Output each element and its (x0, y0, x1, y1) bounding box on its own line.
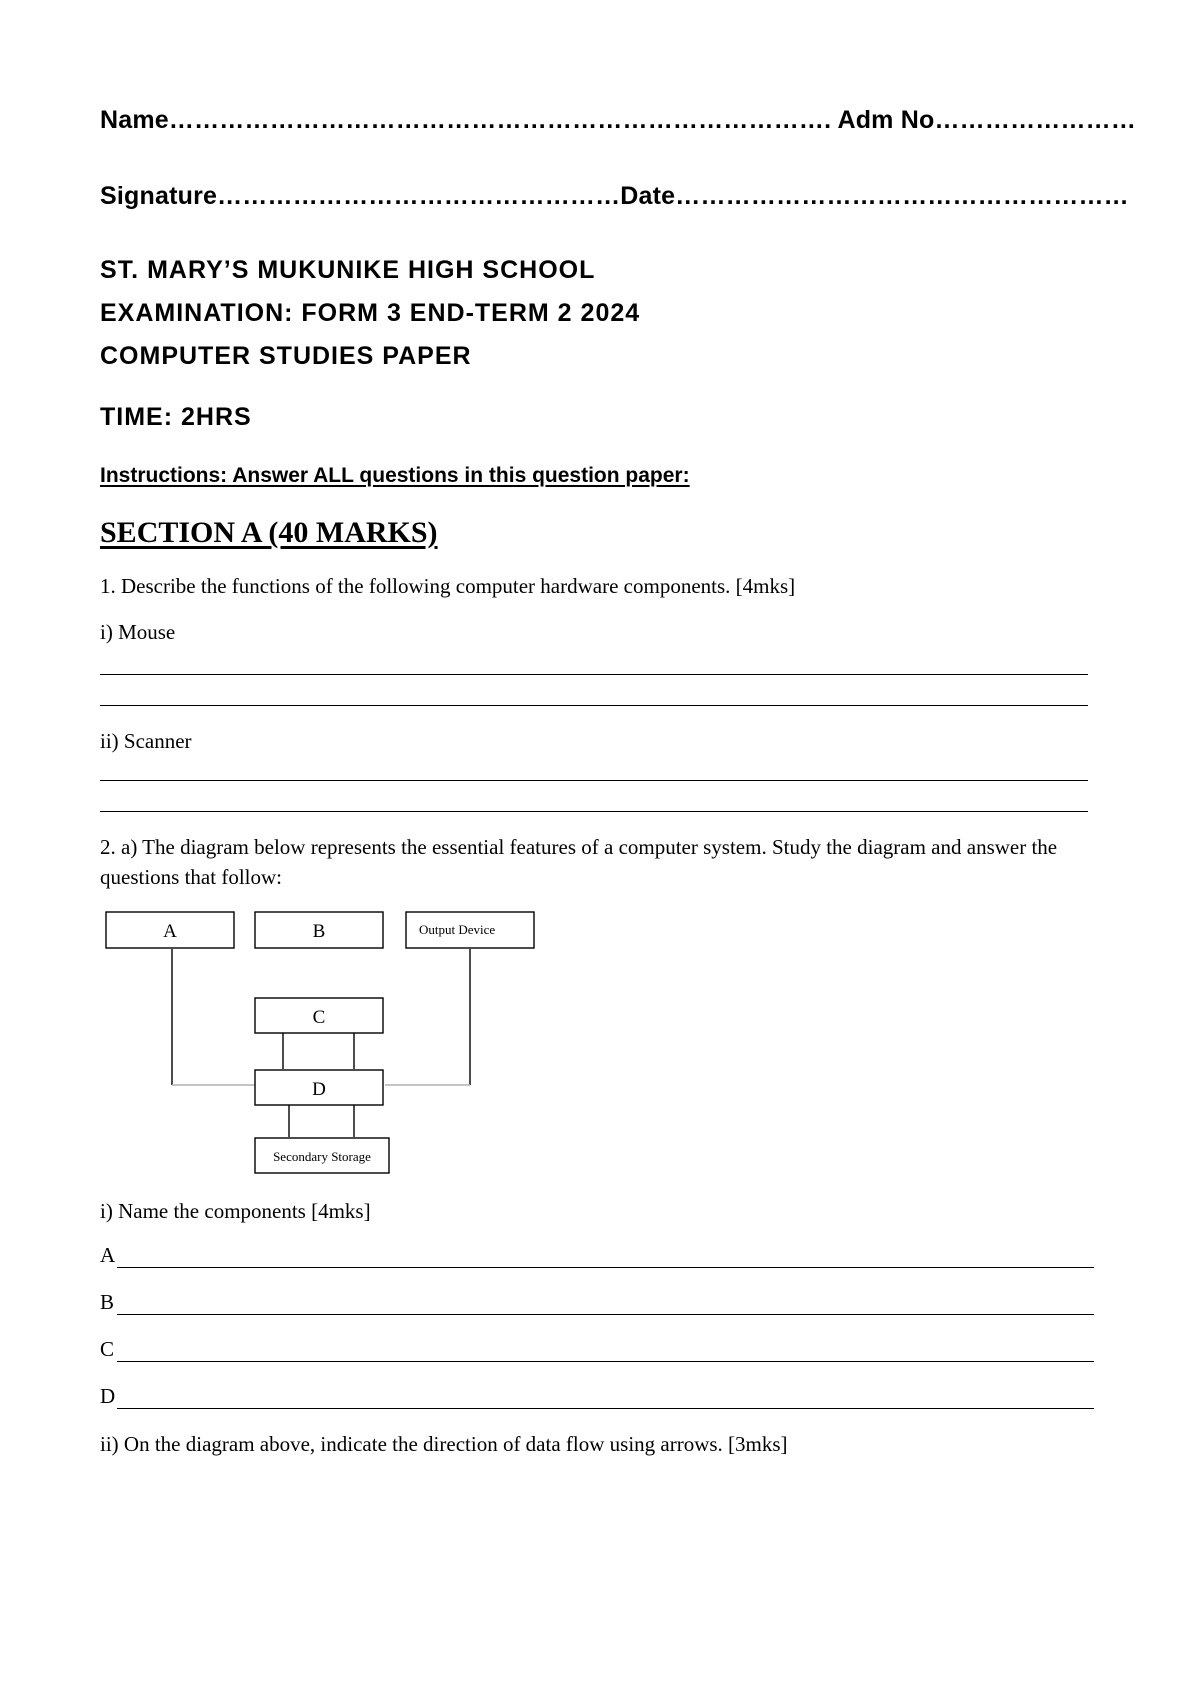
question-1-part-i: i) Mouse (100, 620, 176, 644)
paper-title: COMPUTER STUDIES PAPER (100, 342, 472, 370)
question-2-part-ii: ii) On the diagram above, indicate the direction of data flow using arrows. [3mks] (100, 1432, 788, 1456)
section-a-title: SECTION A (40 MARKS) (100, 516, 438, 549)
answer-line[interactable] (100, 674, 1088, 675)
answer-line[interactable] (100, 780, 1088, 781)
answer-line[interactable] (117, 1267, 1094, 1268)
instructions: Instructions: Answer ALL questions in this question paper: (100, 464, 690, 487)
answer-line[interactable] (117, 1361, 1094, 1362)
question-1-text: 1. Describe the functions of the following computer hardware components. [4mks] (100, 574, 796, 598)
box-output-label: Output Device (419, 922, 496, 937)
signature-date-line: Signature…………………………………………Date……………………………………………… (100, 182, 1129, 210)
answer-row-a[interactable] (100, 1243, 1094, 1273)
computer-system-diagram (100, 905, 545, 1175)
school-name: ST. MARY’S MUKUNIKE HIGH SCHOOL (100, 256, 596, 284)
box-storage-label: Secondary Storage (273, 1149, 371, 1164)
answer-line[interactable] (117, 1314, 1094, 1315)
box-a-label: A (163, 921, 177, 942)
answer-row-d[interactable] (100, 1384, 1094, 1414)
box-b-label: B (312, 921, 326, 942)
box-d-label: D (312, 1079, 326, 1100)
name-adm-line: Name……………………………………………………………………. Adm No…………………… (100, 106, 1137, 134)
answer-label-a: A (100, 1243, 116, 1267)
answer-label-c: C (100, 1337, 115, 1361)
answer-label-b: B (100, 1290, 115, 1314)
answer-line[interactable] (117, 1408, 1094, 1409)
question-1-part-ii: ii) Scanner (100, 729, 192, 753)
answer-row-b[interactable] (100, 1290, 1094, 1320)
question-2-part-i: i) Name the components [4mks] (100, 1199, 371, 1223)
answer-line[interactable] (100, 811, 1088, 812)
answer-row-c[interactable] (100, 1337, 1094, 1367)
examination-title: EXAMINATION: FORM 3 END-TERM 2 2024 (100, 299, 641, 327)
box-c-label: C (312, 1007, 326, 1028)
exam-time: TIME: 2HRS (100, 403, 252, 431)
answer-label-d: D (100, 1384, 116, 1408)
answer-line[interactable] (100, 705, 1088, 706)
question-2-text: 2. a) The diagram below represents the essential features of a computer system. Study the diagram and answer the questions that follow: (100, 835, 1058, 889)
